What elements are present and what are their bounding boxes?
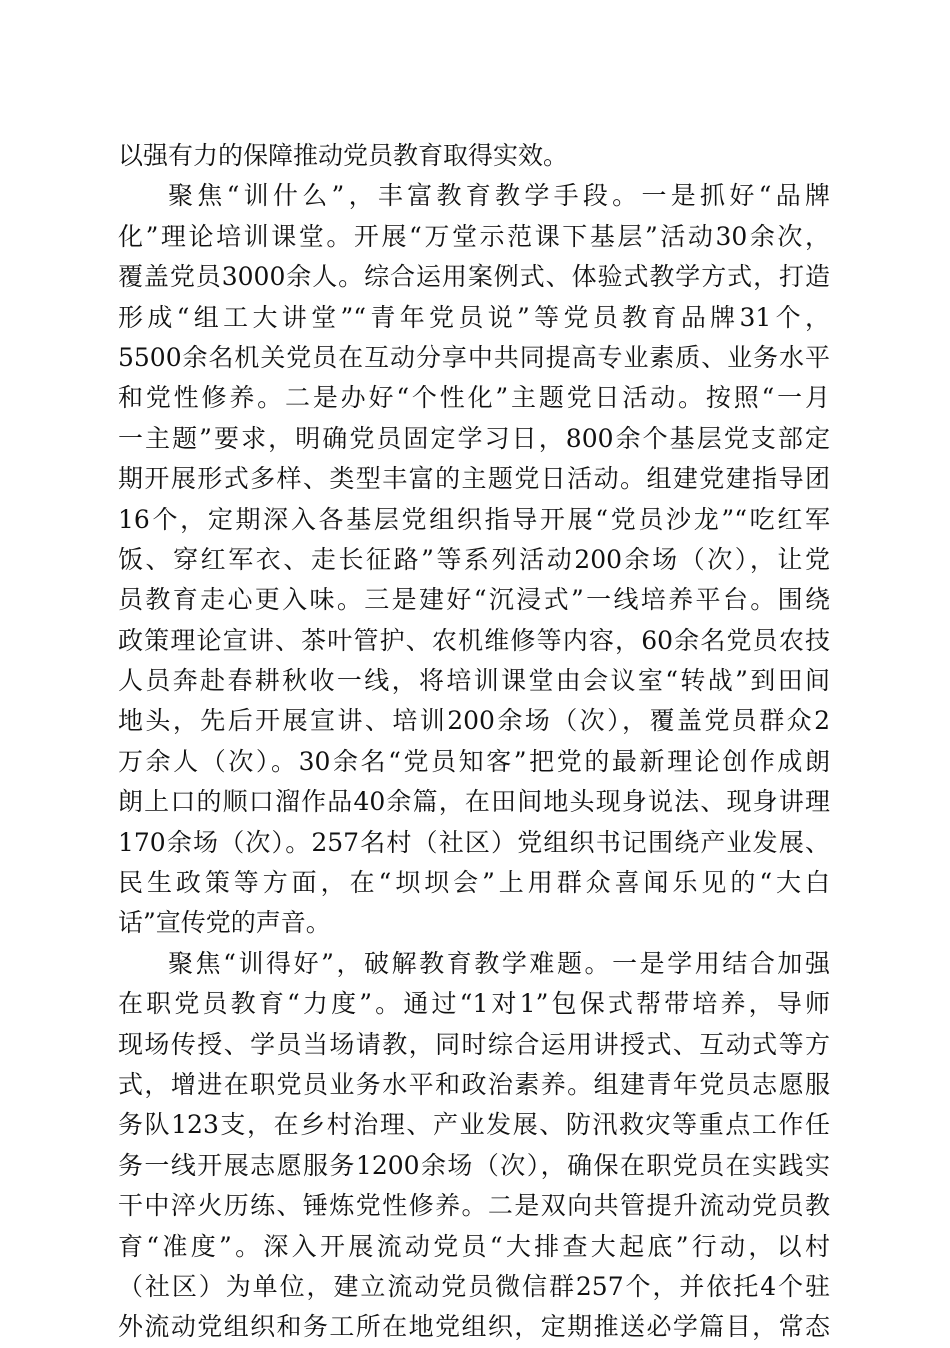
text-line: 形成“组工大讲堂”“青年党员说”等党员教育品牌31个， — [118, 302, 830, 332]
text-line: 在职党员教育“力度”。通过“1对1”包保式帮带培养，导师 — [118, 989, 830, 1019]
text-line: 务队123支，在乡村治理、产业发展、防汛救灾等重点工作任 — [118, 1110, 830, 1140]
text-line: 式，增进在职党员业务水平和政治素养。组建青年党员志愿服 — [118, 1069, 830, 1099]
text-line: 朗上口的顺口溜作品40余篇，在田间地头现身说法、现身讲理 — [118, 787, 830, 817]
text-line: 育“准度”。深入开展流动党员“大排查大起底”行动，以村 — [118, 1231, 830, 1261]
text-line: 外流动党组织和务工所在地党组织，定期推送必学篇目，常态 — [118, 1312, 830, 1342]
text-line: 人员奔赴春耕秋收一线，将培训课堂由会议室“转战”到田间 — [118, 666, 830, 696]
text-line: 5500余名机关党员在互动分享中共同提高专业素质、业务水平 — [118, 342, 830, 372]
text-line: 和党性修养。二是办好“个性化”主题党日活动。按照“一月 — [118, 383, 830, 413]
text-line: （社区）为单位，建立流动党员微信群257个，并依托4个驻 — [118, 1271, 830, 1301]
text-line: 一主题”要求，明确党员固定学习日，800余个基层党支部定 — [118, 423, 830, 453]
text-line: 170余场（次）。257名村（社区）党组织书记围绕产业发展、 — [118, 827, 830, 857]
text-line: 万余人（次）。30余名“党员知客”把党的最新理论创作成朗 — [118, 746, 830, 776]
text-line: 地头，先后开展宣讲、培训200余场（次），覆盖党员群众2 — [118, 706, 830, 736]
text-line: 以强有力的保障推动党员教育取得实效。 — [118, 141, 569, 170]
text-line: 民生政策等方面，在“坝坝会”上用群众喜闻乐见的“大白 — [118, 868, 830, 898]
document-body — [118, 136, 830, 1348]
paragraph-start-line: 聚焦“训得好”，破解教育教学难题。一是学用结合加强 — [168, 948, 830, 978]
text-line: 务一线开展志愿服务1200余场（次），确保在职党员在实践实 — [118, 1150, 830, 1180]
text-line: 化”理论培训课堂。开展“万堂示范课下基层”活动30余次， — [118, 221, 830, 251]
text-line: 期开展形式多样、类型丰富的主题党日活动。组建党建指导团 — [118, 464, 830, 494]
text-line: 政策理论宣讲、茶叶管护、农机维修等内容，60余名党员农技 — [118, 625, 830, 655]
text-line: 饭、穿红军衣、走长征路”等系列活动200余场（次），让党 — [118, 544, 830, 574]
text-line: 员教育走心更入味。三是建好“沉浸式”一线培养平台。围绕 — [118, 585, 830, 615]
text-line: 话”宣传党的声音。 — [118, 908, 331, 938]
paragraph-start-line: 聚焦“训什么”，丰富教育教学手段。一是抓好“品牌 — [168, 181, 830, 211]
text-line: 覆盖党员3000余人。综合运用案例式、体验式教学方式，打造 — [118, 262, 830, 292]
text-line: 干中淬火历练、锤炼党性修养。二是双向共管提升流动党员教 — [118, 1191, 830, 1221]
text-line: 现场传授、学员当场请教，同时综合运用讲授式、互动式等方 — [118, 1029, 830, 1059]
text-line: 16个，定期深入各基层党组织指导开展“党员沙龙”“吃红军 — [118, 504, 830, 534]
